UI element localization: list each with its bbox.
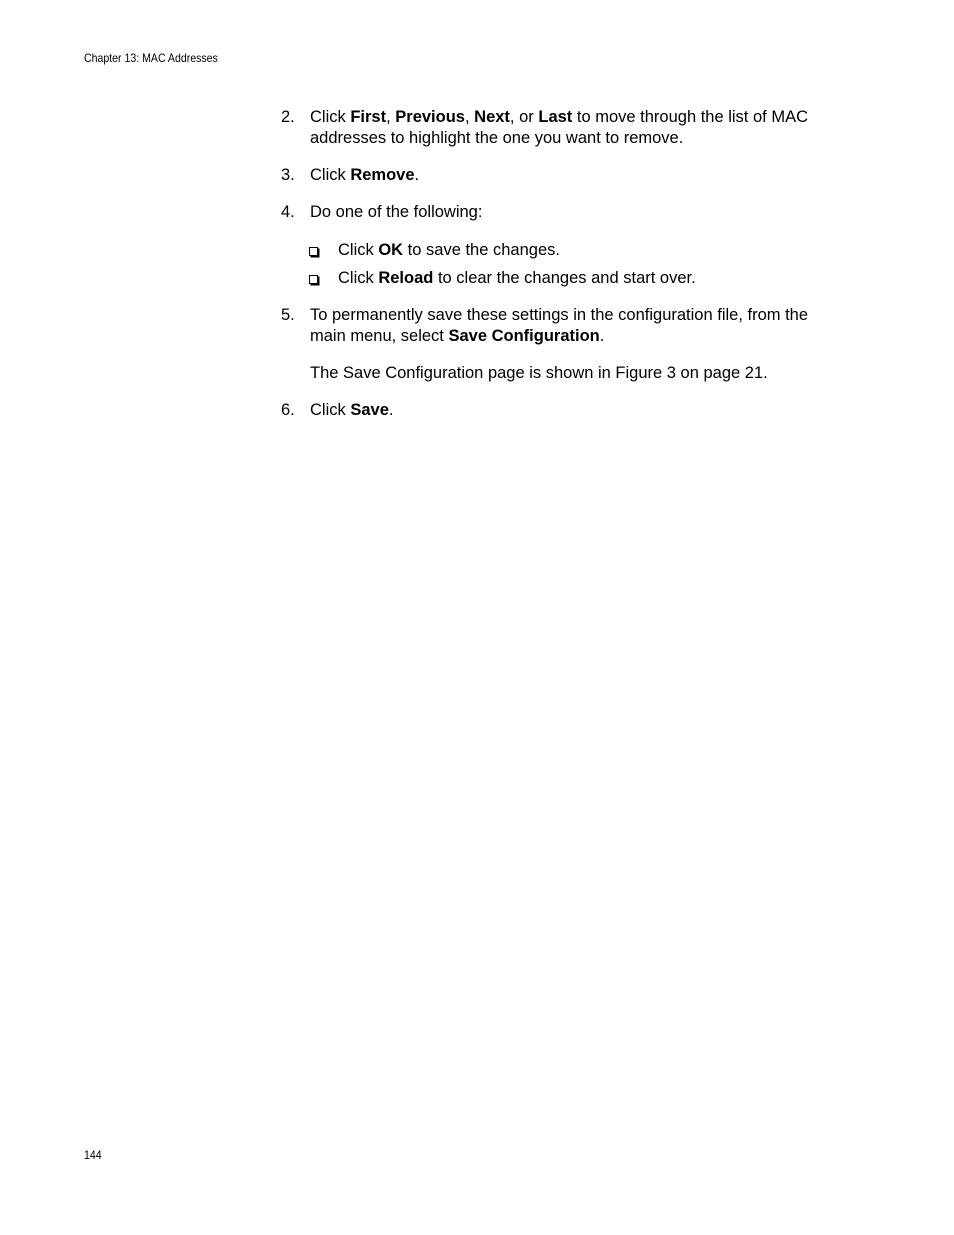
step-text: Click Save.	[310, 401, 394, 419]
step-5-note: The Save Configuration page is shown in Figure 3 on page 21.	[310, 364, 768, 382]
bullet-reload	[309, 268, 849, 289]
step-text: Click Remove.	[310, 166, 420, 184]
reload-button-ref: Reload	[378, 269, 434, 287]
save-configuration-ref: Save Configuration	[448, 327, 600, 345]
step-5	[281, 305, 841, 347]
step-text: To permanently save these settings in the configuration file, from the main menu, select Save Configuration.	[310, 306, 809, 345]
step-number: 3.	[281, 166, 295, 184]
running-header: Chapter 13: MAC Addresses	[84, 51, 218, 65]
step-text: Do one of the following:	[310, 203, 483, 221]
step-3	[281, 165, 841, 186]
last-button-ref: Last	[538, 108, 573, 126]
ok-button-ref: OK	[378, 241, 404, 259]
next-button-ref: Next	[474, 108, 510, 126]
step-number: 4.	[281, 203, 295, 221]
step-number: 6.	[281, 401, 295, 419]
previous-button-ref: Previous	[395, 108, 465, 126]
first-button-ref: First	[350, 108, 387, 126]
step-2	[281, 107, 841, 149]
bullet-ok	[309, 240, 849, 261]
step-6	[281, 400, 841, 421]
step-number: 2.	[281, 108, 295, 126]
checkbox-bullet-icon	[309, 247, 318, 256]
remove-button-ref: Remove	[350, 166, 415, 184]
step-number: 5.	[281, 306, 295, 324]
save-button-ref: Save	[350, 401, 389, 419]
step-text: Click First, Previous, Next, or Last to move through the list of MAC addresses to highlight the one you want to remove.	[310, 108, 808, 147]
page-number: 144	[84, 1148, 102, 1162]
bullet-text: Click Reload to clear the changes and start over.	[338, 269, 696, 287]
bullet-text: Click OK to save the changes.	[338, 241, 560, 259]
checkbox-bullet-icon	[309, 275, 318, 284]
step-4	[281, 202, 841, 223]
